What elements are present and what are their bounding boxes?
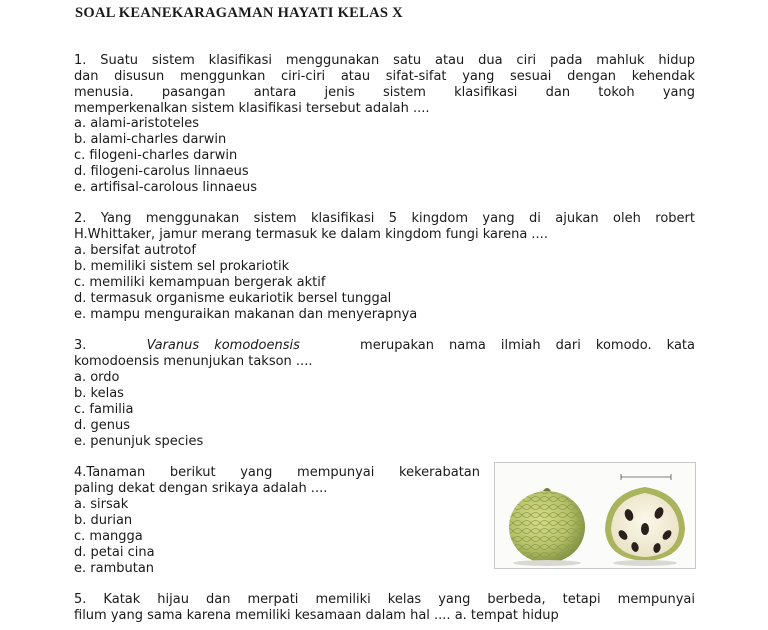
species-name: Varanus komodoensis xyxy=(146,338,300,353)
question-5-line-3: a. tempat hidup xyxy=(454,608,559,623)
option-item: c. filogeni-charles darwin xyxy=(74,148,238,163)
option-item: b. kelas xyxy=(74,386,124,401)
option-item: e. rambutan xyxy=(74,561,155,576)
question-3 xyxy=(74,338,695,370)
option-item: a. sirsak xyxy=(74,497,129,512)
option-item: b. memiliki sistem sel prokariotik xyxy=(74,259,290,274)
option-item: c. mangga xyxy=(74,529,143,544)
question-1-line-1: 1. Suatu sistem klasifikasi menggunakan satu atau dua ciri pada mahluk hidup xyxy=(74,53,695,68)
option-item: c. familia xyxy=(74,402,134,417)
question-4-line-1: 4.Tanaman berikut yang mempunyai kekerabatan xyxy=(74,465,480,480)
option-item: d. filogeni-carolus linnaeus xyxy=(74,164,249,179)
halved-fruit xyxy=(605,487,685,566)
question-2-line-2: H.Whittaker, jamur merang termasuk ke dalam kingdom fungi karena .... xyxy=(74,227,548,242)
question-2-line-1: 2. Yang menggunakan sistem klasifikasi 5 kingdom yang di ajukan oleh robert xyxy=(74,211,695,226)
question-1-line-2: dan disusun menggunkan ciri-ciri atau sifat-sifat yang sesuai dengan kehendak xyxy=(74,69,695,84)
option-item: d. termasuk organisme eukariotik bersel tunggal xyxy=(74,291,392,306)
option-item: d. petai cina xyxy=(74,545,155,560)
question-2 xyxy=(74,211,695,243)
srikaya-fruit-icon xyxy=(495,463,695,568)
option-item: a. ordo xyxy=(74,370,120,385)
option-item: e. artifisal-carolous linnaeus xyxy=(74,180,258,195)
question-4-options xyxy=(74,497,155,577)
question-4-line-2: paling dekat dengan srikaya adalah .... xyxy=(74,481,328,496)
option-item: a. alami-aristoteles xyxy=(74,116,199,131)
question-1 xyxy=(74,53,695,117)
question-3-line-2: komodoensis menunjukan takson .... xyxy=(74,354,313,369)
question-3-line-1-rest: merupakan nama ilmiah dari komodo. kata xyxy=(360,338,695,353)
question-5-line-2: filum yang sama karena memiliki kesamaan dalam hal .... xyxy=(74,608,451,623)
whole-fruit xyxy=(509,488,585,566)
option-item: c. memiliki kemampuan bergerak aktif xyxy=(74,275,326,290)
question-1-line-3: menusia. pasangan antara jenis sistem klasifikasi dan tokoh yang xyxy=(74,85,695,100)
question-4 xyxy=(74,465,480,497)
question-3-line-1 xyxy=(74,338,695,354)
question-3-options xyxy=(74,370,203,450)
question-1-options xyxy=(74,116,257,196)
question-1-line-4: memperkenalkan sistem klasifikasi tersebut adalah .... xyxy=(74,101,430,116)
srikaya-fruit-photo xyxy=(494,462,696,569)
question-3-number: 3. xyxy=(74,338,87,353)
question-5 xyxy=(74,592,695,624)
option-item: b. alami-charles darwin xyxy=(74,132,227,147)
option-item: d. genus xyxy=(74,418,131,433)
question-5-line-1: 5. Katak hijau dan merpati memiliki kelas yang berbeda, tetapi mempunyai xyxy=(74,592,695,607)
option-item: e. mampu menguraikan makanan dan menyerapnya xyxy=(74,307,418,322)
question-2-options xyxy=(74,243,417,323)
option-item: a. bersifat autrotof xyxy=(74,243,196,258)
option-item: e. penunjuk species xyxy=(74,434,204,449)
option-item: b. durian xyxy=(74,513,133,528)
page-title: SOAL KEANEKARAGAMAN HAYATI KELAS X xyxy=(75,5,403,21)
